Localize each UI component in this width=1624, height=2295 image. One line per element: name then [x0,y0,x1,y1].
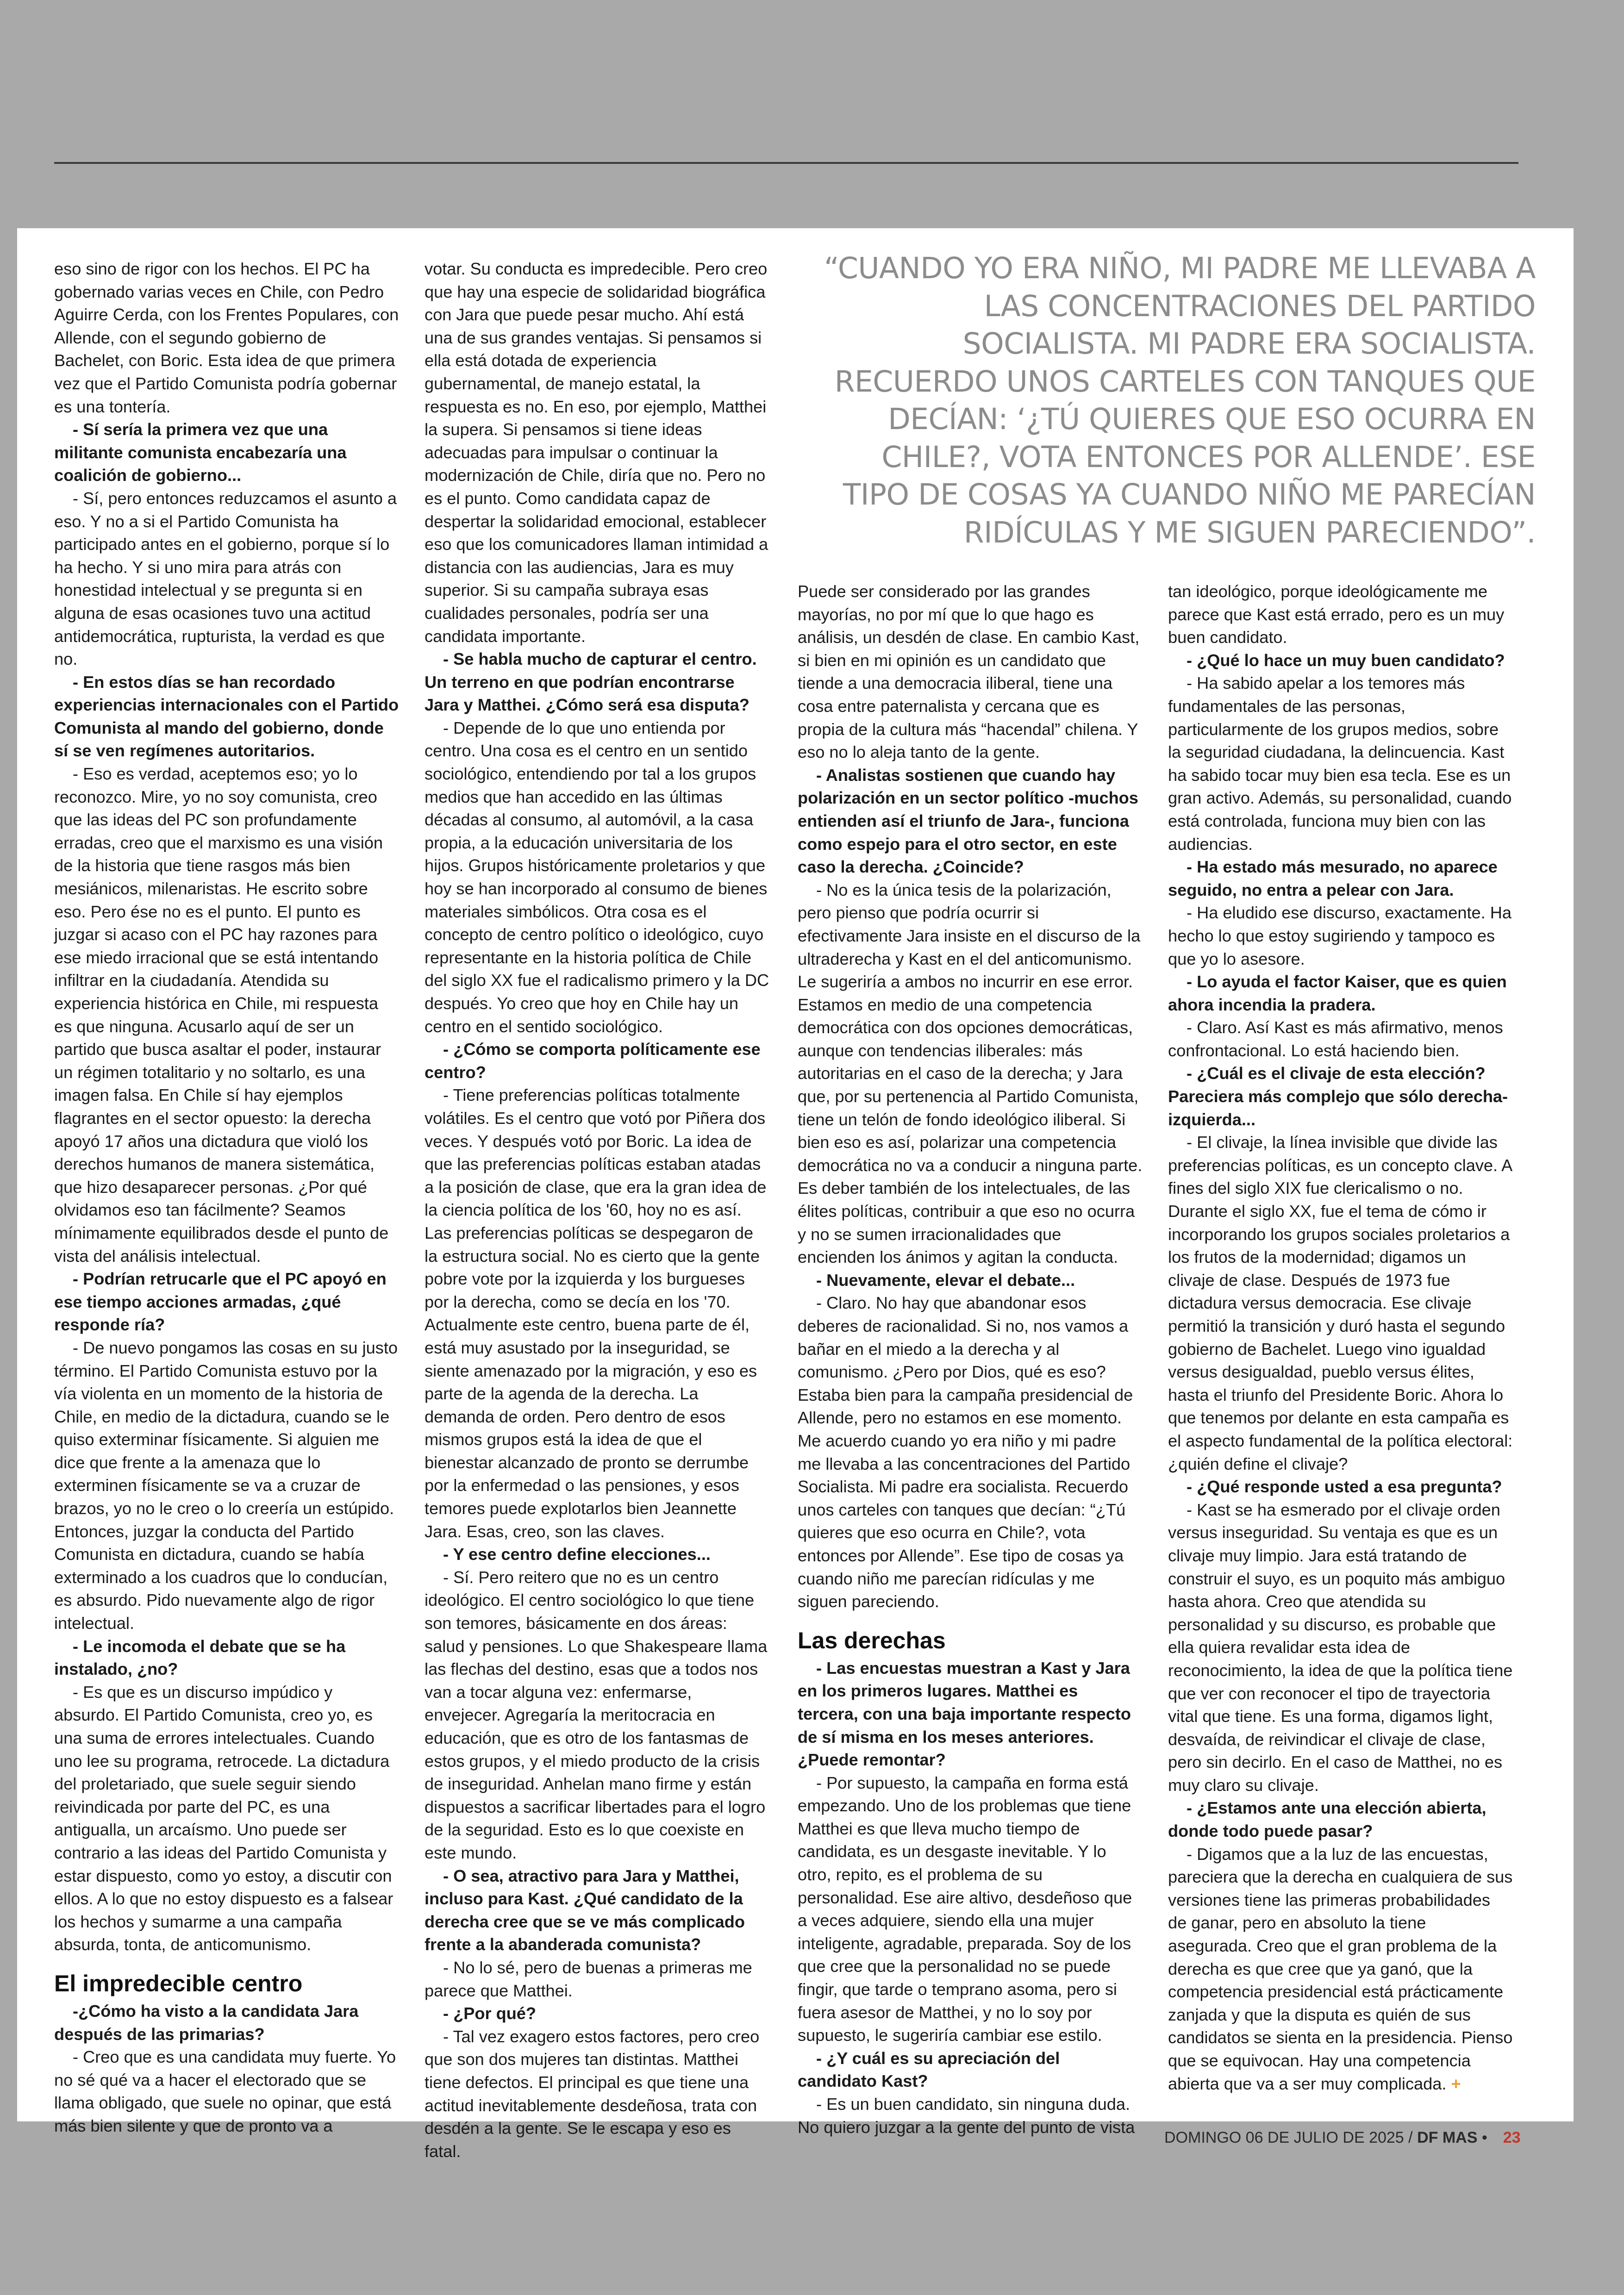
column-4 [1168,580,1513,2095]
column-3 [798,580,1143,2139]
interview-question: - ¿Cómo se comporta políticamente ese centro? [425,1040,761,1082]
top-rule [54,162,1518,164]
interview-question: - O sea, atractivo para Jara y Matthei, incluso para Kast. ¿Qué candidato de la derecha cree que se ve más complicado frente a la abanderada comunista? [425,1866,745,1954]
interview-question: - Analistas sostienen que cuando hay polarización en un sector político -muchos entienden así el triunfo de Jara-, funciona como espejo para el otro sector, en este caso la derecha. ¿Coincide? [798,765,1138,877]
page-footer [1164,2128,1521,2147]
interview-question: - Podrían retrucarle que el PC apoyó en ese tiempo acciones armadas, ¿qué responde ría? [54,1269,387,1335]
interview-paragraph: - Tiene preferencias políticas totalmente volátiles. Es el centro que votó por Piñera dos veces. Y después votó por Boric. La idea de que las preferencias políticas estaban atadas a la posición de clase, que era la gran idea de la ciencia política de los '60, hoy no es así. Las preferencias políticas se despegaron de la estructura social. No es cierto que la gente pobre vote por la izquierda y los burgueses por la derecha, como se decía en los '70. Actualmente este centro, buena parte de él, está muy asustado por la inseguridad, se siente amenazado por la migración, y eso es parte de la agenda de la derecha. La demanda de orden. Pero dentro de esos mismos grupos está la idea de que el bienestar alcanzado de pronto se derrumbe por la enfermedad o las pensiones, y esos temores puede explotarlos bien Jeannette Jara. Esas, creo, son las claves. [425,1085,767,1541]
section-heading: Las derechas [798,1627,946,1653]
interview-question: - ¿Qué lo hace un muy buen candidato? [1187,650,1505,670]
footer-date: DOMINGO 06 DE JULIO DE 2025 / [1164,2129,1418,2146]
interview-question: - Nuevamente, elevar el debate... [816,1270,1075,1290]
column-1 [54,257,399,2138]
interview-paragraph: - Es un buen candidato, sin ninguna duda. No quiero juzgar a la gente del punto de vista [798,2095,1135,2137]
section-heading: El impredecible centro [54,1970,303,1996]
interview-paragraph: - Por supuesto, la campaña en forma está empezando. Uno de los problemas que tiene Matthei es que lleva mucho tiempo de candidata, es un desgaste inevitable. Y lo otro, repito, es el problema de su personalidad. Ese aire altivo, desdeñoso que a veces adquiere, siendo ella una mujer inteligente, agradable, preparada. Soy de los que cree que la personalidad no se puede fingir, que tarde o temprano asoma, pero si fuera asesor de Matthei, y no lo soy por supuesto, le sugeriría cambiar ese estilo. [798,1773,1132,2045]
interview-paragraph: - Es que es un discurso impúdico y absurdo. El Partido Comunista, creo yo, es una suma de errores intelectuales. Cuando uno lee su programa, retrocede. La dictadura del proletariado, que suele seguir siendo reivindicada por parte del PC, es una antigualla, un arcaísmo. Uno puede ser contrario a las ideas del Partido Comunista y estar dispuesto, como yo estoy, a discutir con ellos. A lo que no estoy dispuesto es a falsear los hechos y sumarme a una campaña absurda, tonta, de anticomunismo. [54,1682,394,1954]
interview-paragraph: - Creo que es una candidata muy fuerte. Yo no sé qué va a hacer el electorado que se llama obligado, que suele no opinar, que está más bien silente y que de pronto va a [54,2047,396,2135]
footer-brand: DF MAS [1417,2129,1478,2146]
interview-paragraph: tan ideológico, porque ideológicamente me parece que Kast está errado, pero es un muy buen candidato. [1168,582,1505,647]
interview-question: - ¿Estamos ante una elección abierta, donde todo puede pasar? [1168,1798,1487,1841]
interview-question: - Las encuestas muestran a Kast y Jara en los primeros lugares. Matthei es tercera, con una baja importante respecto de sí misma en los meses anteriores. ¿Puede remontar? [798,1658,1131,1770]
end-mark-icon: + [1446,2074,1461,2093]
interview-question: - Se habla mucho de capturar el centro. Un terreno en que podrían encontrarse Jara y Matthei. ¿Cómo será esa disputa? [425,649,757,715]
interview-question: -¿Cómo ha visto a la candidata Jara después de las primarias? [54,2001,359,2044]
interview-paragraph: - De nuevo pongamos las cosas en su justo término. El Partido Comunista estuvo por la vía violenta en un momento de la historia de Chile, en medio de la dictadura, cuando se le quiso exterminar físicamente. Si alguien me dice que frente a la amenaza que lo exterminen físicamente se va a cruzar de brazos, yo no le creo o lo creería un estúpido. Entonces, juzgar la conducta del Partido Comunista en dictadura, cuando se había exterminado a los cuadros que lo conducían, es absurdo. Pido nuevamente algo de rigor intelectual. [54,1338,398,1633]
interview-paragraph: - Ha sabido apelar a los temores más fundamentales de las personas, particularmente de los grupos medios, sobre la seguridad ciudadana, la delincuencia. Kast ha sabido tocar muy bien esa tecla. Ese es un gran activo. Además, su personalidad, cuando está controlada, funciona muy bien con las audiencias. [1168,674,1512,854]
interview-paragraph: Puede ser considerado por las grandes mayorías, no por mí que lo que hago es análisis, un desdén de clase. En cambio Kast, si bien en mi opinión es un candidato que tiende a una democracia iliberal, tiene una cosa entre paternalista y cercana que es propia de la cultura más “hacendal” chilena. Y eso no lo aleja tanto de la gente. [798,582,1140,762]
interview-question: - Y ese centro define elecciones... [443,1545,711,1564]
interview-question: - Sí sería la primera vez que una militante comunista encabezaría una coalición de gobierno... [54,420,347,485]
interview-question: - ¿Y cuál es su apreciación del candidato Kast? [798,2048,1060,2091]
interview-paragraph: - El clivaje, la línea invisible que divide las preferencias políticas, es un concepto clave. A fines del siglo XIX fue clericalismo o no. Durante el siglo XX, fue el tema de cómo ir incorporando los grupos sociales proletarios a los frutos de la modernidad; digamos un clivaje de clase. Después de 1973 fue dictadura versus democracia. Ese clivaje permitió la transición y duró hasta el segundo gobierno de Bachelet. Luego vino igualdad versus desigualdad, pueblo versus élites, hasta el triunfo del Presidente Boric. Ahora lo que tenemos por delante en esta campaña es el aspecto fundamental de la política electoral: ¿quién define el clivaje? [1168,1133,1513,1473]
interview-paragraph: - Eso es verdad, aceptemos eso; yo lo reconozco. Mire, yo no soy comunista, creo que las ideas del PC son profundamente erradas, creo que el marxismo es una visión de la historia que tiene rasgos más bien mesiánicos, milenaristas. He escrito sobre eso. Pero ése no es el punto. El punto es juzgar si acaso con el PC hay razones para ese miedo irracional que se está intentando infiltrar en la ciudadanía. Atendida su experiencia histórica en Chile, mi respuesta es que ninguna. Acusarlo aquí de ser un partido que busca asaltar el poder, instaurar un régimen totalitario y no soltarlo, es una imagen falsa. En Chile sí hay ejemplos flagrantes en el sector opuesto: la derecha apoyó 17 años una dictadura que violó los derechos humanos de manera sistemática, que hizo desaparecer personas. ¿Por qué olvidamos eso tan fácilmente? Seamos mínimamente equilibrados desde el punto de vista del análisis intelectual. [54,764,389,1266]
interview-paragraph: - Sí, pero entonces reduzcamos el asunto a eso. Y no a si el Partido Comunista ha participado antes en el gobierno, porque sí lo ha hecho. Y si uno mira para atrás con honestidad intelectual y se pregunta si en alguna de esas ocasiones tuvo una actitud antidemocrática, rupturista, la verdad es que no. [54,488,397,669]
page-number: 23 [1503,2129,1521,2146]
interview-paragraph: - Tal vez exagero estos factores, pero creo que son dos mujeres tan distintas. Matthei tiene defectos. El principal es que tiene una actitud inevitablemente desdeñosa, trata con desdén a la gente. Se le escapa y eso es fatal. [425,2027,760,2161]
interview-paragraph: - Claro. Así Kast es más afirmativo, menos confrontacional. Lo está haciendo bien. [1168,1018,1503,1060]
column-2 [425,257,769,2163]
interview-question: - Lo ayuda el factor Kaiser, que es quien ahora incendia la pradera. [1168,972,1507,1014]
footer-separator: • [1477,2129,1487,2146]
interview-question: - Le incomoda el debate que se ha instalado, ¿no? [54,1636,346,1679]
interview-question: - ¿Cuál es el clivaje de esta elección? Pareciera más complejo que sólo derecha-izquierda... [1168,1064,1508,1129]
interview-paragraph: eso sino de rigor con los hechos. El PC ha gobernado varias veces en Chile, con Pedro Aguirre Cerda, con los Frentes Populares, con Allende, con el segundo gobierno de Bachelet, con Boric. Esta idea de que primera vez que el Partido Comunista podría gobernar es una tontería. [54,259,399,416]
pull-quote: “CUANDO YO ERA NIÑO, MI PADRE ME LLEVABA A LAS CONCENTRACIONES DEL PARTIDO SOCIALISTA. MI PADRE ERA SOCIALISTA. RECUERDO UNOS CARTELES CON TANQUES QUE DECÍAN: ‘¿TÚ QUIERES QUE ESO OCURRA EN CHILE?, VOTA ENTONCES POR ALLENDE’. ESE TIPO DE COSAS YA CUANDO NIÑO ME PARECÍAN RIDÍCULAS Y ME SIGUEN PARECIENDO”. [824,251,1536,549]
interview-question: - Ha estado más mesurado, no aparece seguido, no entra a pelear con Jara. [1168,857,1498,899]
interview-question: - ¿Qué responde usted a esa pregunta? [1187,1477,1502,1497]
interview-paragraph: votar. Su conducta es impredecible. Pero creo que hay una especie de solidaridad biográfica con Jara que puede pesar mucho. Ahí está una de sus grandes ventajas. Si pensamos si ella está dotada de experiencia gubernamental, de manejo estatal, la respuesta es no. En eso, por ejemplo, Matthei la supera. Si pensamos si tiene ideas adecuadas para impulsar o continuar la modernización de Chile, diría que no. Pero no es el punto. Como candidata capaz de despertar la solidaridad emocional, establecer eso que los comunicadores llaman intimidad a distancia con las audiencias, Jara es muy superior. Si su campaña subraya esas cualidades personales, podría ser una candidata importante. [425,259,768,646]
interview-paragraph: - Sí. Pero reitero que no es un centro ideológico. El centro sociológico lo que tiene son temores, básicamente en dos áreas: salud y pensiones. Lo que Shakespeare llama las flechas del destino, esas que a todos nos van a tocar alguna vez: enfermarse, envejecer. Agregaría la meritocracia en educación, que es otro de los fantasmas de estos grupos, y el miedo producto de la crisis de inseguridad. Anhelan mano firme y están dispuestos a sacrificar libertades para el logro de la seguridad. Esto es lo que coexiste en este mundo. [425,1567,768,1862]
interview-paragraph: - No es la única tesis de la polarización, pero pienso que podría ocurrir si efectivamente Jara insiste en el discurso de la ultraderecha y Kast en el del anticomunismo. Le sugeriría a ambos no incurrir en ese error. Estamos en medio de una competencia democrática con dos opciones democráticas, aunque con tendencias iliberales: más autoritarias en el caso de la derecha; y Jara que, por su pertenencia al Partido Comunista, tiene un telón de fondo ideológico iliberal. Si bien eso es así, polarizar una competencia democrática no va a conducir a ninguna parte. Es deber también de los intelectuales, de las élites políticas, contribuir a que eso no ocurra y no se sumen irracionalidades que encienden los ánimos y agitan la conducta. [798,880,1143,1267]
interview-paragraph: - Kast se ha esmerado por el clivaje orden versus inseguridad. Su ventaja es que es un clivaje muy limpio. Jara está tratando de construir el suyo, es un poquito más ambiguo hasta ahora. Creo que atendida su personalidad y su discurso, es probable que ella quiera revalidar esta idea de reconocimiento, la idea de que la política tiene que ver con reconocer el tipo de trayectoria vital que tiene. Es una forma, digamos light, desvaída, de reivindicar el clivaje de clase, pero sin decirlo. En el caso de Matthei, no es muy claro su clivaje. [1168,1500,1513,1795]
interview-paragraph: - Ha eludido ese discurso, exactamente. Ha hecho lo que estoy sugiriendo y tampoco es que yo lo asesore. [1168,903,1512,968]
interview-paragraph: - Digamos que a la luz de las encuestas, pareciera que la derecha en cualquiera de sus versiones tiene las primeras probabilidades de ganar, pero en absoluto la tiene asegurada. Creo que el gran problema de la derecha es que cree que ya ganó, que la competencia presidencial está prácticamente zanjada y que la disputa es quién de sus candidatos se sienta en la presidencia. Pienso que se equivocan. Hay una competencia abierta que va a ser muy complicada. + [1168,1844,1513,2093]
interview-question: - ¿Por qué? [443,2004,537,2023]
interview-question: - En estos días se han recordado experiencias internacionales con el Partido Comunista al mando del gobierno, donde sí se ven regímenes autoritarios. [54,672,399,761]
interview-paragraph: - Depende de lo que uno entienda por centro. Una cosa es el centro en un sentido sociológico, entendiendo por tal a los grupos medios que han accedido en las últimas décadas al consumo, al automóvil, a la casa propia, a la educación universitaria de los hijos. Grupos históricamente proletarios y que hoy se han incorporado al consumo de bienes materiales simbólicos. Otra cosa es el concepto de centro político o ideológico, cuyo representante en la historia política de Chile del siglo XX fue el radicalismo primero y la DC después. Yo creo que hoy en Chile hay un centro en el sentido sociológico. [425,718,769,1036]
interview-paragraph: - Claro. No hay que abandonar esos deberes de racionalidad. Si no, nos vamos a bañar en el miedo a la derecha y al comunismo. ¿Pero por Dios, qué es eso? Estaba bien para la campaña presidencial de Allende, pero no estamos en ese momento. Me acuerdo cuando yo era niño y mi padre me llevaba a las concentraciones del Partido Socialista. Mi padre era socialista. Recuerdo unos carteles con tanques que decían: “¿Tú quieres que eso ocurra en Chile?, vota entonces por Allende”. Ese tipo de cosas ya cuando niño me parecían ridículas y me siguen pareciendo. [798,1293,1133,1611]
interview-paragraph: - No lo sé, pero de buenas a primeras me parece que Matthei. [425,1958,752,2000]
